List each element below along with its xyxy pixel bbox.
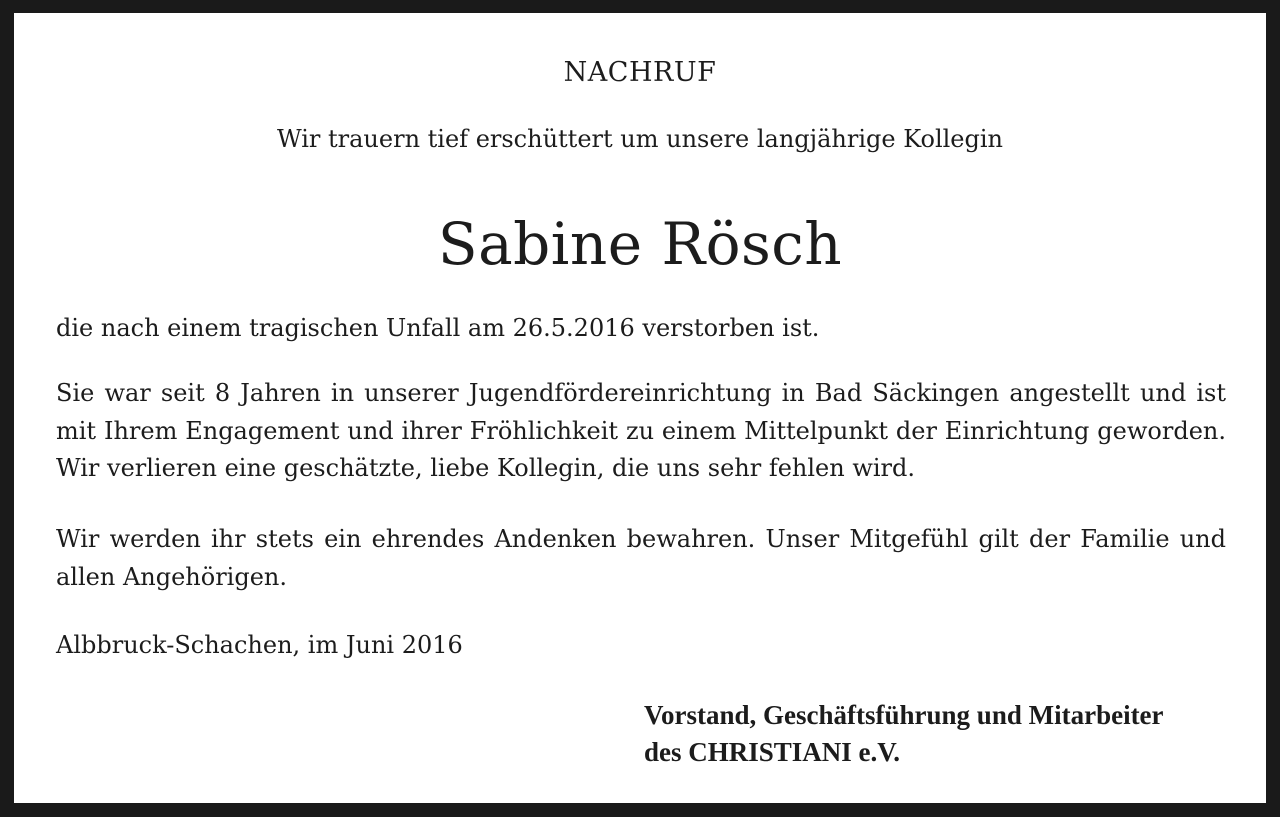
paragraph-death-date: die nach einem tragischen Unfall am 26.5.2016 verstorben ist.: [56, 314, 820, 342]
paragraph-condolence: Wir werden ihr stets ein ehrendes Andenken bewahren. Unser Mitgefühl gilt der Familie und allen Angehörigen.: [56, 525, 1226, 591]
intro-text: Wir trauern tief erschüttert um unsere langjährige Kollegin: [276, 125, 1003, 153]
notice-heading: NACHRUF: [563, 57, 717, 88]
signature-block: [644, 697, 1244, 771]
signature-line-1: Vorstand, Geschäftsführung und Mitarbeiter: [644, 700, 1164, 730]
place-date: Albbruck-Schachen, im Juni 2016: [56, 631, 463, 659]
obituary-notice: [14, 13, 1266, 803]
paragraph-tribute: Sie war seit 8 Jahren in unserer Jugendfördereinrichtung in Bad Säckingen angestellt und ist mit Ihrem Engagement und ihrer Fröhlichkeit zu einem Mittelpunkt der Einrichtung geworden. Wir verlieren eine geschätzte, liebe Kollegin, die uns sehr fehlen wird.: [56, 379, 1226, 482]
signature-line-2: des CHRISTIANI e.V.: [644, 737, 901, 767]
deceased-name: Sabine Rösch: [437, 210, 843, 278]
